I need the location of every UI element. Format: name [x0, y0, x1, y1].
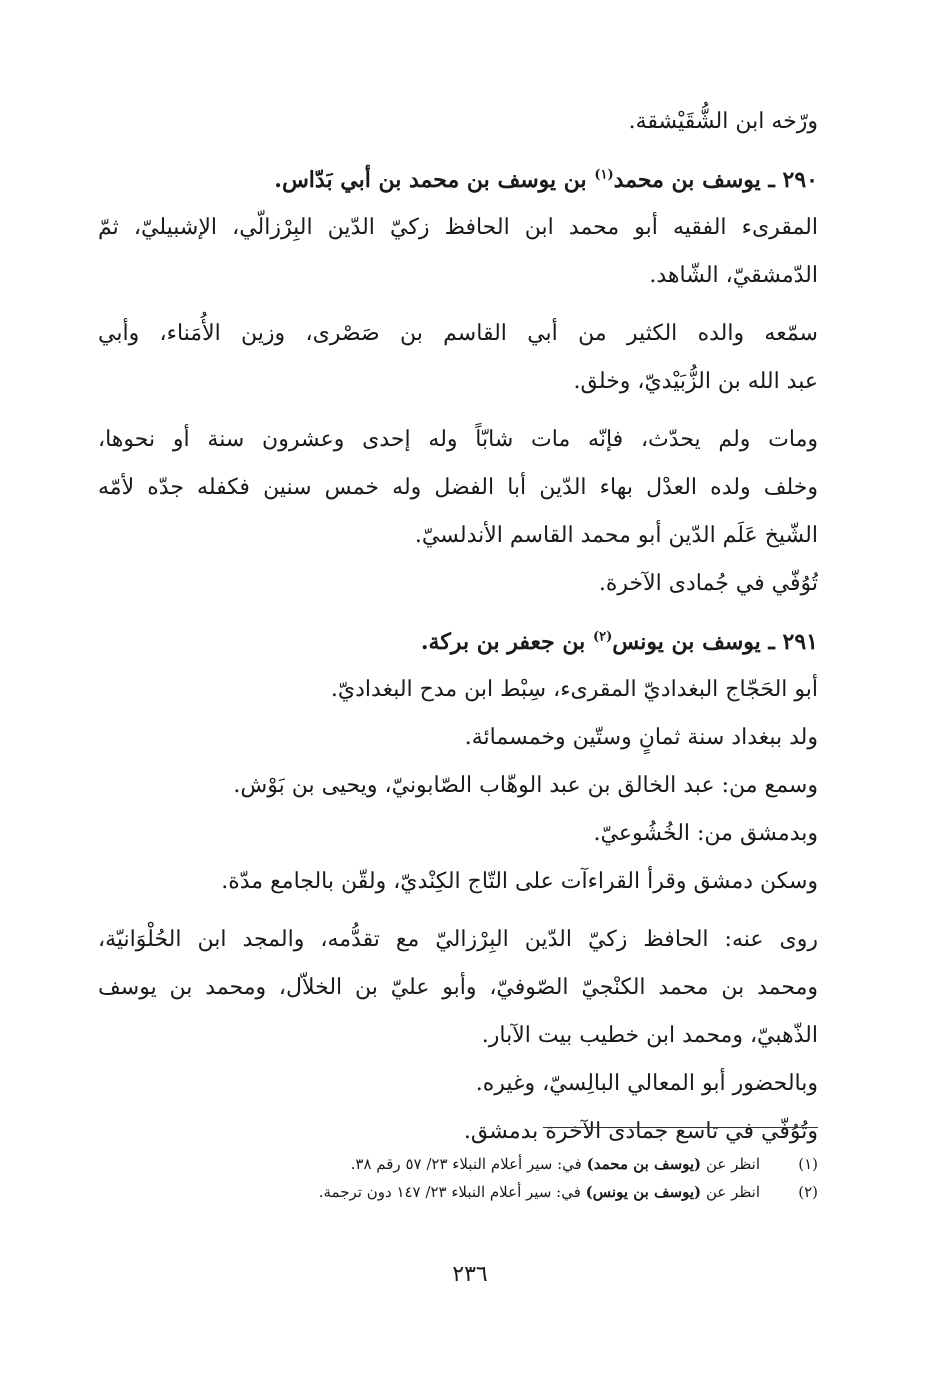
page-number: ٢٣٦ [452, 1262, 488, 1287]
footnote-text-pre: انظر عن [705, 1155, 760, 1173]
entry-290-number: ٢٩٠ ـ يوسف بن محمد [613, 167, 818, 193]
text-line: الدّمشقيّ، الشّاهد. [649, 263, 818, 288]
text-line: الشّيخ عَلَم الدّين أبو محمد القاسم الأندلسيّ. [414, 523, 818, 548]
text-line: ومات ولم يحدّث، فإنّه مات شابّاً وله إحدى وعشرون سنة أو نحوها، [98, 427, 818, 452]
text-line: ورّخه ابن الشُّقَيْشقة. [628, 109, 818, 134]
footnote-ref-2: (٢) [592, 629, 613, 645]
footnote-subject: (يوسف بن محمد) [586, 1155, 702, 1173]
main-text [98, 98, 818, 1156]
entry-291-number: ٢٩١ ـ يوسف بن يونس [612, 629, 818, 655]
text-line: الذّهبيّ، ومحمد ابن خطيب بيت الآبار. [481, 1023, 818, 1048]
entry-291-name-rest: بن جعفر بن بركة. [420, 629, 586, 655]
footnotes [150, 1150, 818, 1206]
text-line: سمّعه والده الكثير من أبي القاسم بن صَصْرى، وزين الأُمَناء، وأبي [98, 321, 818, 346]
footnote-divider [543, 1127, 818, 1128]
text-line: روى عنه: الحافظ زكيّ الدّين البِرْزاليّ مع تقدُّمه، والمجد ابن الحُلْوَانيّة، [98, 927, 818, 952]
footnote-text-post: في: سير أعلام النبلاء ٢٣/ ٥٧ رقم ٣٨. [350, 1155, 582, 1173]
text-line: وبدمشق من: الخُشُوعيّ. [593, 821, 818, 846]
footnote-ref-1: (١) [594, 167, 614, 183]
text-line: وبالحضور أبو المعالي البالِسيّ، وغيره. [475, 1071, 818, 1096]
text-line: ولد ببغداد سنة ثمانٍ وستّين وخمسمائة. [464, 725, 818, 750]
footnote-2 [150, 1178, 818, 1206]
entry-291-heading [98, 618, 818, 666]
text-line: المقرىء الفقيه أبو محمد ابن الحافظ زكيّ الدّين البِرْزالّي، الإشبيليّ، ثمّ [98, 215, 818, 240]
text-line: ومحمد بن محمد الكنْجيّ الصّوفيّ، وأبو عليّ بن الخلاّل، ومحمد بن يوسف [98, 975, 818, 1000]
text-line: وسكن دمشق وقرأ القراءآت على التّاج الكِنْديّ، ولقّن بالجامع مدّة. [221, 869, 818, 894]
entry-290-heading [98, 156, 818, 204]
footnote-1 [150, 1150, 818, 1178]
text-line: وخلف ولده العدْل بهاء الدّين أبا الفضل وله خمس سنين فكفله جدّه لأمّه [98, 475, 818, 500]
footnote-subject: (يوسف بن يونس) [585, 1183, 702, 1201]
footnote-number: (٢) [798, 1183, 818, 1201]
text-line: وتُوُفّي في تاسع جمادى الآخرة بدمشق. [463, 1119, 818, 1144]
footnote-text-pre: انظر عن [705, 1183, 760, 1201]
entry-290-name-rest: بن يوسف بن محمد بن أبي بَدّاس. [274, 167, 587, 193]
text-line: عبد الله بن الزُّبَيْديّ، وخلق. [573, 369, 818, 394]
text-line: تُوُفّي في جُمادى الآخرة. [598, 571, 818, 596]
text-line: وسمع من: عبد الخالق بن عبد الوهّاب الصّابونيّ، ويحيى بن بَوْش. [233, 773, 818, 798]
text-line: أبو الحَجّاج البغداديّ المقرىء، سِبْط ابن مدح البغداديّ. [330, 677, 818, 702]
footnote-number: (١) [798, 1155, 818, 1173]
footnote-text-post: في: سير أعلام النبلاء ٢٣/ ١٤٧ دون ترجمة. [318, 1183, 581, 1201]
